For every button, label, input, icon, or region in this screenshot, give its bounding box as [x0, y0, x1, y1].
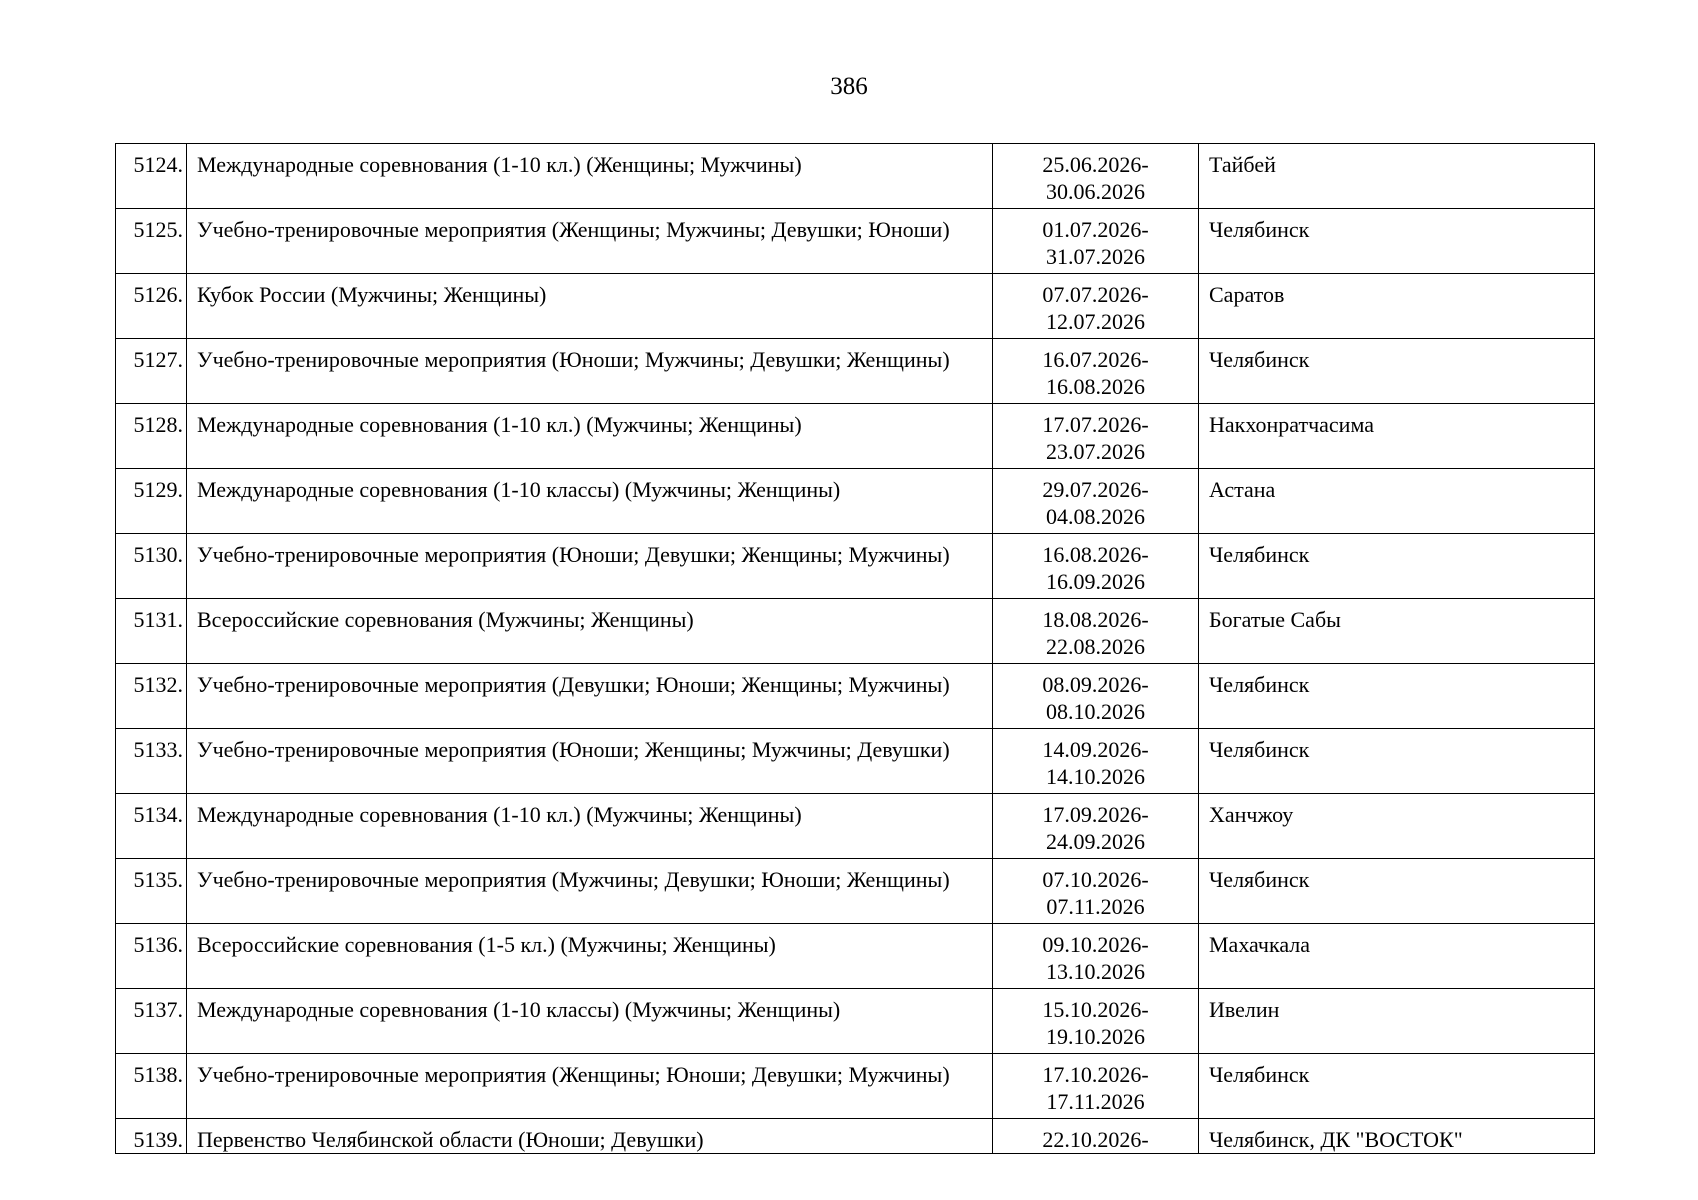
events-table-body: [116, 144, 1595, 1154]
event-place: Челябинск: [1199, 1054, 1595, 1119]
row-number: 5131.: [116, 599, 187, 664]
row-number: 5130.: [116, 534, 187, 599]
event-place: Накхонратчасима: [1199, 404, 1595, 469]
event-name: Международные соревнования (1-10 кл.) (Мужчины; Женщины): [187, 794, 993, 859]
event-dates: [993, 339, 1199, 404]
table-row: [116, 794, 1595, 859]
row-number: 5136.: [116, 924, 187, 989]
event-name: Учебно-тренировочные мероприятия (Юноши; Мужчины; Девушки; Женщины): [187, 339, 993, 404]
event-name: Международные соревнования (1-10 кл.) (Женщины; Мужчины): [187, 144, 993, 209]
date-end: 13.10.2026: [1046, 959, 1145, 984]
date-start: 16.08.2026-: [1042, 542, 1149, 567]
date-end: 16.09.2026: [1046, 569, 1145, 594]
table-row: [116, 1054, 1595, 1119]
table-row: [116, 274, 1595, 339]
row-number: 5126.: [116, 274, 187, 339]
date-end: 17.11.2026: [1046, 1089, 1145, 1114]
event-dates: [993, 794, 1199, 859]
row-number: 5124.: [116, 144, 187, 209]
row-number: 5137.: [116, 989, 187, 1054]
date-start: 22.10.2026-: [1042, 1127, 1149, 1152]
event-name: Учебно-тренировочные мероприятия (Девушки; Юноши; Женщины; Мужчины): [187, 664, 993, 729]
table-row: [116, 404, 1595, 469]
table-row: [116, 989, 1595, 1054]
table-row: [116, 339, 1595, 404]
table-row: [116, 534, 1595, 599]
event-name: Всероссийские соревнования (Мужчины; Женщины): [187, 599, 993, 664]
event-name: Учебно-тренировочные мероприятия (Мужчины; Девушки; Юноши; Женщины): [187, 859, 993, 924]
event-name: Учебно-тренировочные мероприятия (Женщины; Юноши; Девушки; Мужчины): [187, 1054, 993, 1119]
event-place: Челябинск: [1199, 339, 1595, 404]
row-number: 5132.: [116, 664, 187, 729]
row-number: 5139.: [116, 1119, 187, 1154]
table-row: [116, 664, 1595, 729]
table-row: [116, 1119, 1595, 1154]
date-end: 07.11.2026: [1046, 894, 1145, 919]
event-place: Челябинск: [1199, 209, 1595, 274]
event-name: Международные соревнования (1-10 кл.) (Мужчины; Женщины): [187, 404, 993, 469]
date-end: 31.07.2026: [1046, 244, 1145, 269]
date-start: 17.10.2026-: [1042, 1062, 1149, 1087]
row-number: 5134.: [116, 794, 187, 859]
event-name: Международные соревнования (1-10 классы) (Мужчины; Женщины): [187, 469, 993, 534]
date-start: 17.09.2026-: [1042, 802, 1149, 827]
event-dates: [993, 274, 1199, 339]
event-place: Богатые Сабы: [1199, 599, 1595, 664]
table-row: [116, 924, 1595, 989]
event-dates: [993, 144, 1199, 209]
event-place: Челябинск: [1199, 859, 1595, 924]
table-row: [116, 599, 1595, 664]
row-number: 5128.: [116, 404, 187, 469]
event-dates: [993, 859, 1199, 924]
date-start: 16.07.2026-: [1042, 347, 1149, 372]
date-start: 07.10.2026-: [1042, 867, 1149, 892]
event-dates: [993, 404, 1199, 469]
date-end: 19.10.2026: [1046, 1024, 1145, 1049]
table-row: [116, 469, 1595, 534]
row-number: 5125.: [116, 209, 187, 274]
row-number: 5127.: [116, 339, 187, 404]
date-start: 17.07.2026-: [1042, 412, 1149, 437]
date-start: 08.09.2026-: [1042, 672, 1149, 697]
row-number: 5135.: [116, 859, 187, 924]
event-dates: [993, 989, 1199, 1054]
date-end: 16.08.2026: [1046, 374, 1145, 399]
events-table: [115, 143, 1595, 1154]
row-number: 5129.: [116, 469, 187, 534]
event-name: Международные соревнования (1-10 классы) (Мужчины; Женщины): [187, 989, 993, 1054]
table-row: [116, 209, 1595, 274]
date-end: 08.10.2026: [1046, 699, 1145, 724]
event-name: Учебно-тренировочные мероприятия (Юноши; Девушки; Женщины; Мужчины): [187, 534, 993, 599]
event-dates: [993, 599, 1199, 664]
page-number: 386: [830, 73, 868, 100]
date-start: 18.08.2026-: [1042, 607, 1149, 632]
event-place: Астана: [1199, 469, 1595, 534]
row-number: 5133.: [116, 729, 187, 794]
date-start: 15.10.2026-: [1042, 997, 1149, 1022]
date-end: 12.07.2026: [1046, 309, 1145, 334]
event-dates: [993, 1054, 1199, 1119]
date-start: 09.10.2026-: [1042, 932, 1149, 957]
event-dates: [993, 209, 1199, 274]
event-dates: [993, 924, 1199, 989]
event-place: Челябинск, ДК "ВОСТОК": [1199, 1119, 1595, 1154]
event-place: Махачкала: [1199, 924, 1595, 989]
date-end: 23.07.2026: [1046, 439, 1145, 464]
date-start: 29.07.2026-: [1042, 477, 1149, 502]
event-dates: [993, 534, 1199, 599]
date-start: 07.07.2026-: [1042, 282, 1149, 307]
event-name: Первенство Челябинской области (Юноши; Девушки): [187, 1119, 993, 1154]
event-place: Ханчжоу: [1199, 794, 1595, 859]
date-end: 14.10.2026: [1046, 764, 1145, 789]
event-place: Челябинск: [1199, 729, 1595, 794]
date-end: 22.08.2026: [1046, 634, 1145, 659]
event-name: Всероссийские соревнования (1-5 кл.) (Мужчины; Женщины): [187, 924, 993, 989]
date-end: 04.08.2026: [1046, 504, 1145, 529]
date-start: 14.09.2026-: [1042, 737, 1149, 762]
event-name: Учебно-тренировочные мероприятия (Юноши; Женщины; Мужчины; Девушки): [187, 729, 993, 794]
date-start: 25.06.2026-: [1042, 152, 1149, 177]
event-place: Челябинск: [1199, 664, 1595, 729]
row-number: 5138.: [116, 1054, 187, 1119]
table-row: [116, 859, 1595, 924]
event-dates: [993, 1119, 1199, 1154]
event-name: Учебно-тренировочные мероприятия (Женщины; Мужчины; Девушки; Юноши): [187, 209, 993, 274]
event-dates: [993, 664, 1199, 729]
event-dates: [993, 729, 1199, 794]
event-place: Челябинск: [1199, 534, 1595, 599]
date-end: 30.06.2026: [1046, 179, 1145, 204]
event-dates: [993, 469, 1199, 534]
date-end: 24.09.2026: [1046, 829, 1145, 854]
event-name: Кубок России (Мужчины; Женщины): [187, 274, 993, 339]
table-row: [116, 144, 1595, 209]
event-place: Ивелин: [1199, 989, 1595, 1054]
table-row: [116, 729, 1595, 794]
event-place: Тайбей: [1199, 144, 1595, 209]
event-place: Саратов: [1199, 274, 1595, 339]
date-start: 01.07.2026-: [1042, 217, 1149, 242]
